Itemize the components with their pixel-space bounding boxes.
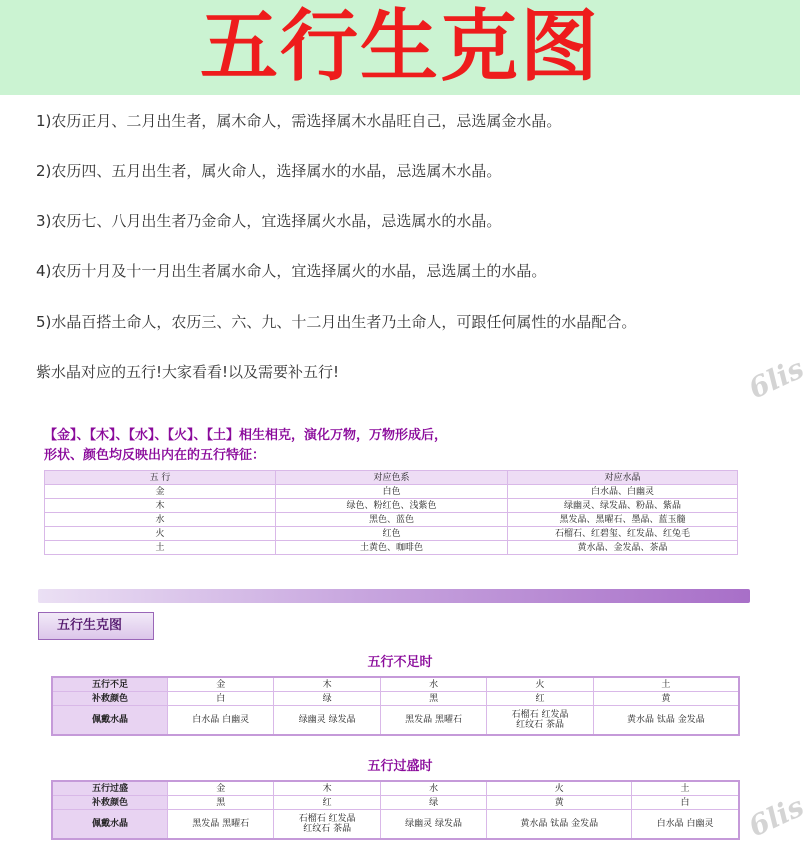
table-cell: 金 [168, 781, 274, 796]
table-cell: 黄水晶、金发晶、茶晶 [508, 541, 738, 555]
table-row [52, 796, 739, 810]
table-cell: 水 [380, 677, 486, 692]
table-cell: 绿 [380, 796, 486, 810]
table-cell: 白色 [276, 485, 508, 499]
crystal-text: 石榴石 红发晶 [298, 814, 356, 824]
table-cell: 水 [380, 781, 486, 796]
crystal-text: 黑发晶 黑曜石 [192, 819, 250, 829]
features-heading-line-1: 【金】、【木】、【水】、【火】、【土】相生相克，演化万物，万物形成后， [44, 428, 448, 443]
intro-line-2: 2)农历四、五月出生者，属火命人，选择属水的水晶，忌选属木水晶。 [36, 162, 502, 180]
watermark: 6lis [743, 789, 809, 844]
table-cell [487, 810, 632, 840]
section-tab: 五行生克图 [38, 612, 154, 640]
table-cell: 土 [593, 677, 739, 692]
element-feature-table [44, 470, 738, 555]
table-cell: 黑 [380, 692, 486, 706]
decorative-divider [38, 589, 750, 603]
header-cell: 对应水晶 [508, 471, 738, 485]
row-label: 五行不足 [52, 677, 168, 692]
crystal-text: 白水晶 白幽灵 [192, 715, 250, 725]
table-cell: 木 [45, 499, 276, 513]
table-cell: 木 [274, 781, 380, 796]
deficient-title: 五行不足时 [367, 655, 433, 670]
crystal-text: 绿幽灵 绿发晶 [298, 715, 356, 725]
table-cell: 土 [632, 781, 739, 796]
table-cell: 金 [45, 485, 276, 499]
table-cell: 黄 [487, 796, 632, 810]
table-cell [380, 706, 486, 736]
page-title: 五行生克图 [199, 2, 600, 92]
features-heading-line-2: 形状、颜色均反映出内在的五行特征： [44, 448, 266, 463]
table-cell [593, 706, 739, 736]
table-cell: 红色 [276, 527, 508, 541]
table-cell [168, 810, 274, 840]
crystal-text: 黑发晶 黑曜石 [405, 715, 463, 725]
table-cell: 水 [45, 513, 276, 527]
table-cell: 火 [45, 527, 276, 541]
row-label: 佩戴水晶 [52, 706, 168, 736]
table-cell: 黑发晶、黑曜石、墨晶、蓝玉髓 [508, 513, 738, 527]
table-cell: 黄 [593, 692, 739, 706]
intro-line-3: 3)农历七、八月出生者乃金命人，宜选择属火水晶，忌选属水的水晶。 [36, 212, 502, 230]
table-row [52, 781, 739, 796]
crystal-text: 红纹石 茶晶 [303, 824, 352, 834]
table-cell [168, 706, 274, 736]
table-cell [380, 810, 486, 840]
crystal-text: 黄水晶 钛晶 金发晶 [520, 819, 599, 829]
table-cell: 黑色、蓝色 [276, 513, 508, 527]
table-cell: 红 [487, 692, 593, 706]
excess-title: 五行过盛时 [367, 759, 433, 774]
crystal-text: 白水晶 白幽灵 [656, 819, 714, 829]
crystal-text: 黄水晶 钛晶 金发晶 [627, 715, 705, 725]
table-cell: 红 [274, 796, 380, 810]
intro-line-4: 4)农历十月及十一月出生者属水命人，宜选择属火的水晶，忌选属土的水晶。 [36, 262, 547, 280]
row-label: 补救颜色 [52, 692, 168, 706]
table-row [52, 810, 739, 840]
table-row [45, 513, 738, 527]
row-label: 佩戴水晶 [52, 810, 168, 840]
row-label: 五行过盛 [52, 781, 168, 796]
table-cell [487, 706, 593, 736]
header-cell: 五 行 [45, 471, 276, 485]
table-row [45, 485, 738, 499]
table-cell: 黑 [168, 796, 274, 810]
watermark: 6lis [743, 351, 809, 406]
intro-line-6: 紫水晶对应的五行!大家看看!以及需要补五行! [36, 363, 340, 381]
header-cell: 对应色系 [276, 471, 508, 485]
table-cell [274, 810, 380, 840]
table-row [52, 677, 739, 692]
table-cell: 白 [168, 692, 274, 706]
crystal-text: 绿幽灵 绿发晶 [405, 819, 463, 829]
crystal-text: 石榴石 红发晶 [511, 710, 569, 720]
deficient-table [51, 676, 740, 736]
table-cell: 火 [487, 677, 593, 692]
table-cell: 绿色、粉红色、浅紫色 [276, 499, 508, 513]
table-cell [274, 706, 380, 736]
table-row [52, 706, 739, 736]
table-cell: 金 [168, 677, 274, 692]
table-cell: 木 [274, 677, 380, 692]
table-cell: 土黄色、咖啡色 [276, 541, 508, 555]
table-row [45, 541, 738, 555]
table-cell: 土 [45, 541, 276, 555]
table-cell [632, 810, 739, 840]
table-row [45, 499, 738, 513]
table-cell: 白 [632, 796, 739, 810]
table-cell: 白水晶、白幽灵 [508, 485, 738, 499]
intro-line-1: 1)农历正月、二月出生者，属木命人，需选择属木水晶旺自己，忌选属金水晶。 [36, 112, 562, 130]
table-cell: 火 [487, 781, 632, 796]
table-cell: 绿 [274, 692, 380, 706]
table-cell: 绿幽灵、绿发晶、粉晶、紫晶 [508, 499, 738, 513]
row-label: 补救颜色 [52, 796, 168, 810]
table-cell: 石榴石、红碧玺、红发晶、红兔毛 [508, 527, 738, 541]
crystal-text: 红纹石 茶晶 [516, 720, 564, 730]
excess-table [51, 780, 740, 840]
table-header-row [45, 471, 738, 485]
table-row [52, 692, 739, 706]
table-row [45, 527, 738, 541]
title-banner [0, 0, 800, 95]
intro-line-5: 5)水晶百搭土命人，农历三、六、九、十二月出生者乃土命人，可跟任何属性的水晶配合。 [36, 313, 637, 331]
